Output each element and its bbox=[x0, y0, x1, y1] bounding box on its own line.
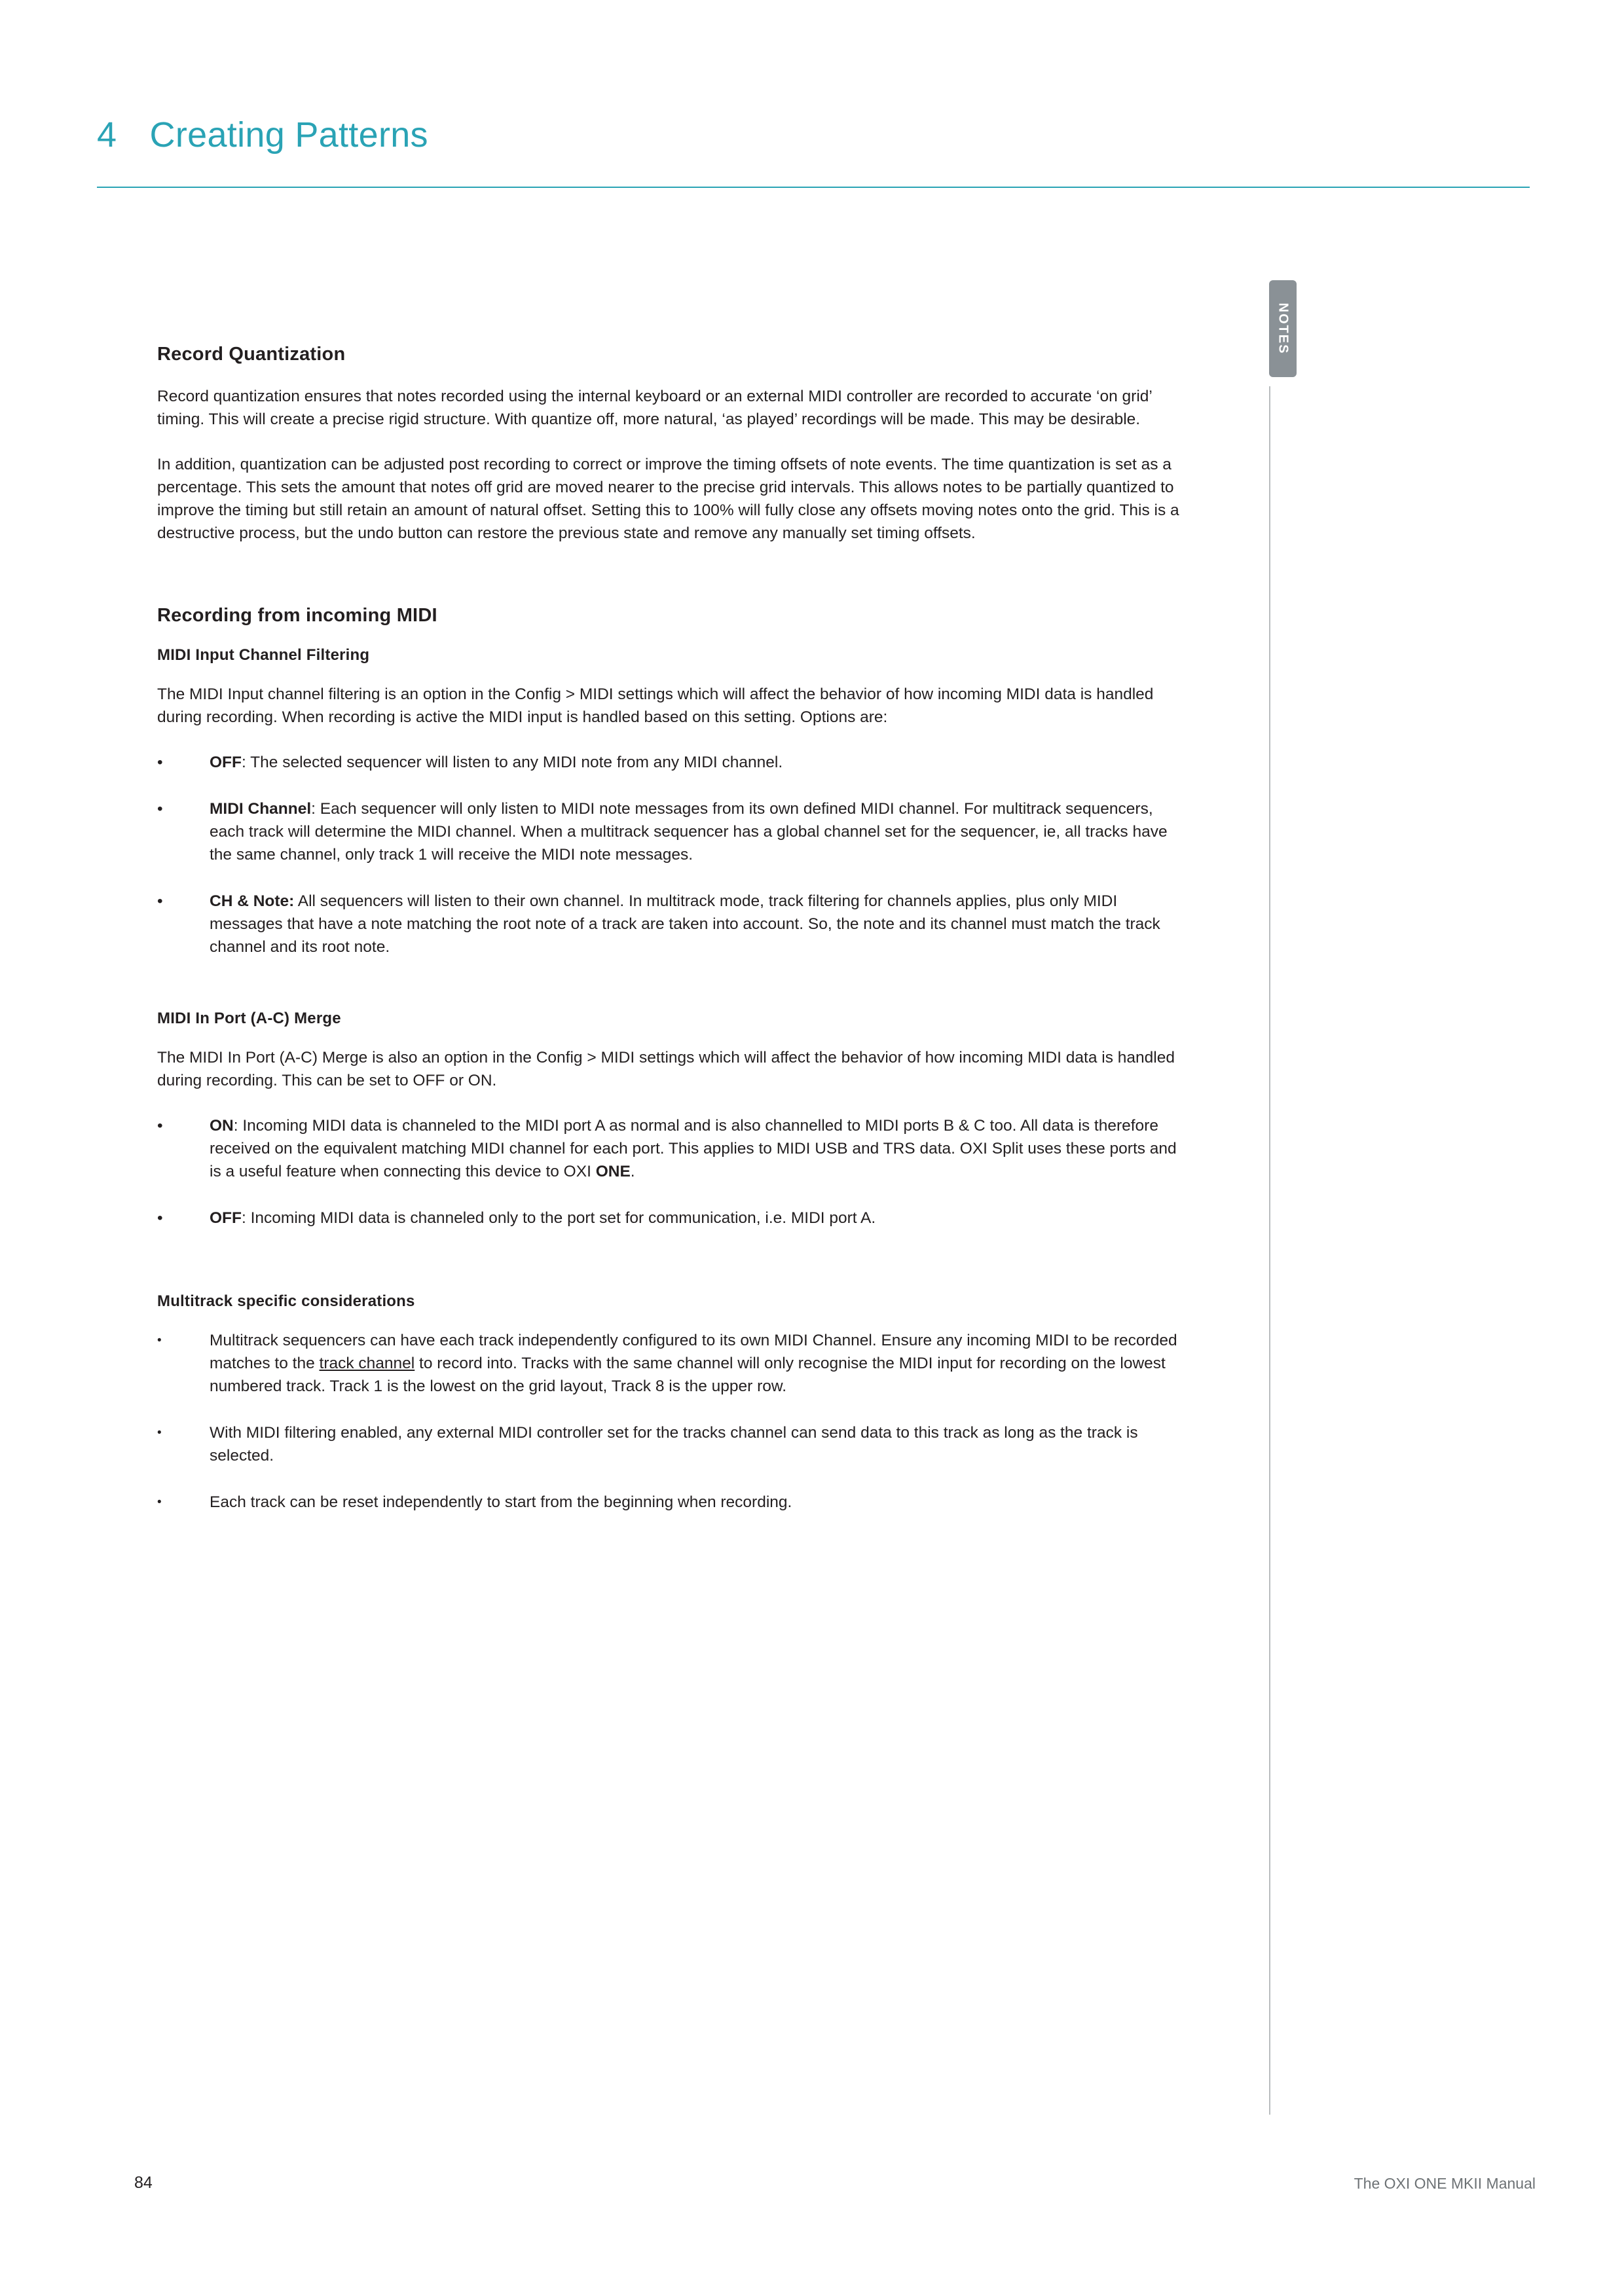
notes-tab-label: NOTES bbox=[1276, 302, 1291, 355]
bullet-marker: • bbox=[157, 1117, 163, 1135]
list-item-text-tail: to record into. Tracks with the same channel will only recognise the MIDI input for recording on the lowest numbered track. Track 1 is the lowest on the grid layout, Track 8 is the upper row. bbox=[210, 1355, 1166, 1395]
list-item-text: With MIDI filtering enabled, any external MIDI controller set for the tracks channel can send data to this track as long as the track is selected. bbox=[210, 1424, 1138, 1465]
list-midi-input-channel-filtering bbox=[157, 751, 1185, 958]
bullet-marker: • bbox=[157, 1426, 162, 1440]
paragraph-midi-input-channel-filtering: The MIDI Input channel filtering is an option in the Config > MIDI settings which will affect the behavior of how incoming MIDI data is handled during recording. When recording is active the MIDI input is handled based on this setting. Options are: bbox=[157, 685, 1154, 726]
footer-manual-title: The OXI ONE MKII Manual bbox=[1354, 2175, 1536, 2192]
section-heading-record-quantization: Record Quantization bbox=[157, 344, 346, 365]
list-item bbox=[157, 890, 1185, 958]
chapter-header bbox=[97, 115, 1530, 155]
list-item-lead: ON bbox=[210, 1117, 234, 1135]
list-midi-in-port-merge bbox=[157, 1114, 1185, 1230]
paragraph-record-quantization-1: Record quantization ensures that notes recorded using the internal keyboard or an external MIDI controller are recorded to accurate ‘on grid’ timing. This will create a precise rigid structure. With quantize off, more natural, ‘as played’ recordings will be made. This may be desirable. bbox=[157, 388, 1152, 428]
list-item-lead: OFF bbox=[210, 754, 242, 771]
list-item-text: : Incoming MIDI data is channeled to the MIDI port A as normal and is also channelled to MIDI ports B & C too. All data is therefore received on the equivalent matching MIDI channel for each port. This applies to MIDI USB and TRS data. OXI Split uses these ports and is a useful feature when connecting this device to OXI bbox=[210, 1117, 1177, 1180]
paragraph-midi-in-port-merge: The MIDI In Port (A-C) Merge is also an option in the Config > MIDI settings which will affect the behavior of how incoming MIDI data is handled during recording. This can be set to OFF or ON. bbox=[157, 1049, 1175, 1089]
section-heading-recording-from-incoming-midi: Recording from incoming MIDI bbox=[157, 605, 437, 626]
list-item-text: : Incoming MIDI data is channeled only to the port set for communication, i.e. MIDI port A. bbox=[242, 1209, 876, 1227]
list-item-underlined-term: track channel bbox=[319, 1355, 415, 1372]
bullet-marker: • bbox=[157, 754, 163, 771]
list-item-lead: MIDI Channel bbox=[210, 800, 312, 818]
list-item-emphasis: ONE bbox=[595, 1163, 631, 1180]
subsection-heading-multitrack-considerations: Multitrack specific considerations bbox=[157, 1292, 415, 1310]
bullet-marker: • bbox=[157, 800, 163, 818]
paragraph-record-quantization-2: In addition, quantization can be adjusted post recording to correct or improve the timing offsets of note events. The time quantization is set as a percentage. This sets the amount that notes off grid are moved nearer to the precise grid intervals. This allows notes to be partially quantized to improve the timing but still retain an amount of natural offset. Setting this to 100% will fully close any offsets moving notes onto the grid. This is a destructive process, but the undo button can restore the previous state and remove any manually set timing offsets. bbox=[157, 456, 1179, 542]
notes-column-divider bbox=[1269, 386, 1270, 2115]
subsection-heading-midi-input-channel-filtering: MIDI Input Channel Filtering bbox=[157, 646, 370, 664]
list-multitrack-considerations bbox=[157, 1329, 1185, 1514]
main-content bbox=[157, 344, 1185, 1514]
spacer bbox=[157, 1230, 1185, 1292]
list-item bbox=[157, 1207, 1185, 1230]
chapter-title: Creating Patterns bbox=[149, 115, 428, 155]
list-item bbox=[157, 1421, 1185, 1467]
bullet-marker: • bbox=[157, 1209, 163, 1227]
list-item-text: : The selected sequencer will listen to any MIDI note from any MIDI channel. bbox=[242, 754, 783, 771]
list-item-text: All sequencers will listen to their own channel. In multitrack mode, track filtering for channels applies, plus only MIDI messages that have a note matching the root note of a track are taken into account. So, the note and its channel must match the track channel and its root note. bbox=[210, 892, 1160, 956]
footer-page-number: 84 bbox=[134, 2174, 153, 2192]
list-item bbox=[157, 1491, 1185, 1514]
list-item-text: : Each sequencer will only listen to MIDI note messages from its own defined MIDI channel. For multitrack sequencers, each track will determine the MIDI channel. When a multitrack sequencer has a global channel set for the sequencer, ie, all tracks have the same channel, only track 1 will receive the MIDI note messages. bbox=[210, 800, 1168, 864]
list-item bbox=[157, 751, 1185, 774]
list-item bbox=[157, 797, 1185, 866]
list-item-text: Each track can be reset independently to start from the beginning when recording. bbox=[210, 1493, 792, 1511]
list-item-lead: CH & Note: bbox=[210, 892, 295, 910]
list-item-lead: OFF bbox=[210, 1209, 242, 1227]
bullet-marker: • bbox=[157, 1334, 162, 1347]
header-divider bbox=[97, 187, 1530, 188]
list-item-text: Multitrack sequencers can have each track independently configured to its own MIDI Channel. Ensure any incoming MIDI to be recorded matches to the bbox=[210, 1332, 1177, 1372]
bullet-marker: • bbox=[157, 892, 163, 910]
list-item-text-tail: . bbox=[630, 1163, 635, 1180]
bullet-marker: • bbox=[157, 1495, 162, 1509]
notes-tab bbox=[1269, 280, 1297, 377]
list-item bbox=[157, 1329, 1185, 1398]
list-item bbox=[157, 1114, 1185, 1183]
chapter-number: 4 bbox=[97, 115, 117, 155]
subsection-heading-midi-in-port-merge: MIDI In Port (A-C) Merge bbox=[157, 1010, 341, 1027]
